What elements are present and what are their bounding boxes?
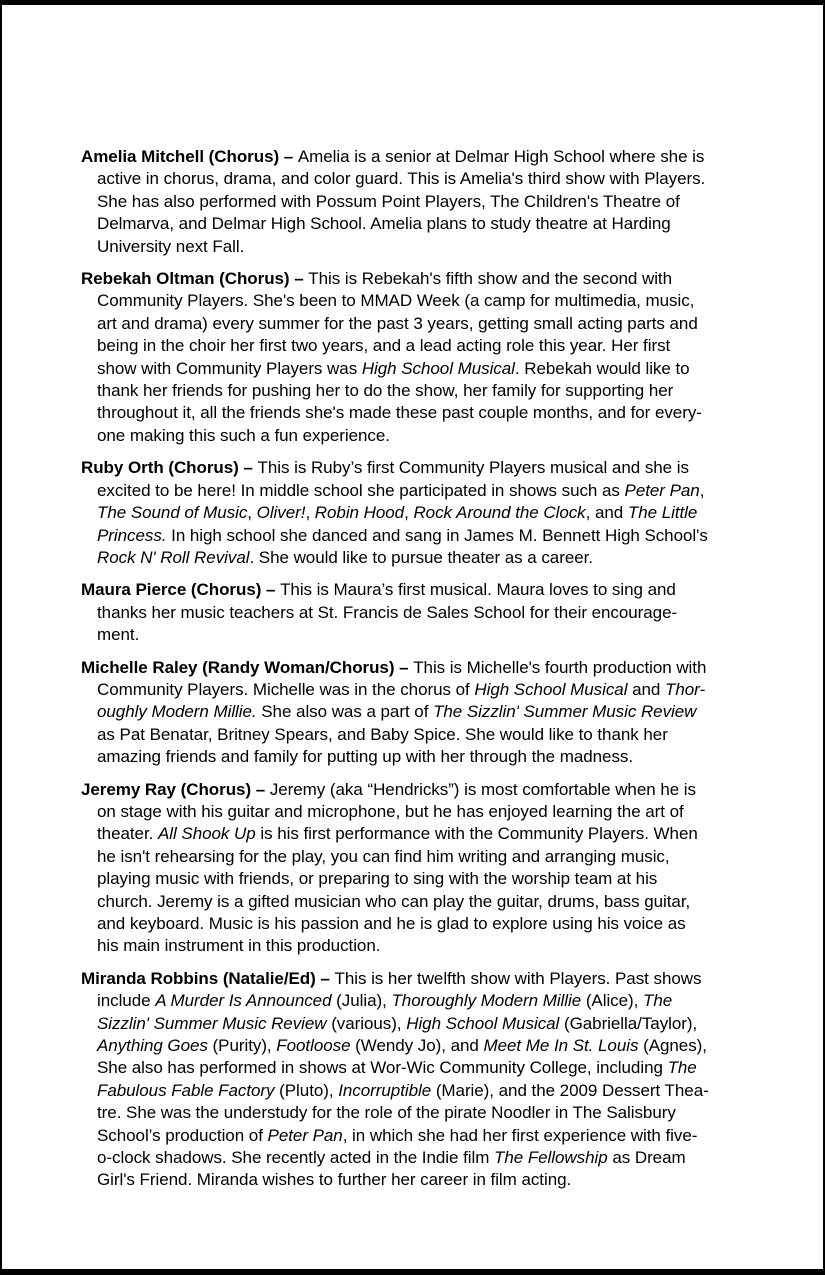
bio-heading-text: Rebekah Oltman (Chorus) – — [81, 269, 309, 289]
bio-body-text: Community Players. She's been to MMAD Week (a camp for multimedia, music, — [97, 291, 695, 311]
bio-heading-text: Amelia Mitchell (Chorus) – — [81, 147, 298, 166]
bio-body-text: show with Community Players was — [97, 358, 362, 378]
bio-heading-text: Maura Pierce (Chorus) – — [81, 580, 281, 600]
bio-paragraph-maura-pierce — [81, 579, 787, 646]
bio-body-text: and keyboard. Music is his passion and he is glad to explore using his voice as — [97, 914, 686, 933]
show-title-text: The Fellowship — [494, 1148, 608, 1168]
bio-line — [97, 1013, 787, 1035]
bio-body-text: She also has performed in shows at Wor-Wic Community College, including — [97, 1058, 668, 1078]
bio-body-text: throughout it, all the friends she's made these past couple months, and for every- — [97, 403, 702, 423]
bio-line — [81, 968, 787, 990]
show-title-text: Oliver! — [256, 503, 306, 523]
bio-line — [81, 657, 787, 679]
show-title-text: Fabulous Fable Factory — [97, 1080, 275, 1100]
bio-line — [97, 823, 787, 845]
bio-body-text: , — [247, 503, 257, 523]
bio-body-text: as Pat Benatar, Britney Spears, and Baby Spice. She would like to thank her — [97, 724, 668, 744]
show-title-text: Meet Me In St. Louis — [483, 1036, 639, 1056]
bio-body-text: Delmarva, and Delmar High School. Amelia plans to study theatre at Harding — [97, 214, 671, 234]
show-title-text: The Sound of Music — [97, 503, 248, 523]
bio-line — [97, 1147, 787, 1169]
bio-body-text: This is her twelfth show with Players. Past shows — [334, 968, 702, 988]
bio-body-text: , — [305, 503, 315, 523]
bio-body-text: This is Rebekah's fifth show and the second with — [308, 269, 673, 289]
page-border-top — [0, 0, 825, 5]
bio-body-text: This is Michelle's fourth production with — [413, 657, 707, 677]
show-title-text: Thor- — [665, 679, 706, 699]
bio-body-text: . She would like to pursue theater as a career. — [249, 547, 593, 567]
bio-line — [81, 146, 787, 168]
show-title-text: Anything Goes — [97, 1036, 208, 1056]
bio-paragraph-jeremy-ray — [81, 779, 787, 958]
bio-heading-text: Michelle Raley (Randy Woman/Chorus) – — [81, 657, 414, 677]
bio-line — [97, 380, 787, 402]
bio-body-text: art and drama) every summer for the past 3 years, getting small acting parts and — [97, 313, 698, 333]
bio-line — [97, 990, 787, 1012]
bio-body-text: amazing friends and family for putting up with her through the madness. — [97, 747, 634, 767]
bio-line — [97, 746, 787, 768]
bio-body-text: (Purity), — [207, 1036, 277, 1056]
bio-body-text: University next Fall. — [97, 236, 245, 256]
bio-body-text: thank her friends for pushing her to do the show, her family for supporting her — [97, 381, 674, 401]
bio-body-text: This is Ruby’s first Community Players musical and she is — [257, 458, 689, 478]
bio-body-text: (Marie), and the 2009 Dessert Thea- — [431, 1080, 709, 1100]
bio-line — [97, 425, 787, 447]
bio-body-text: his main instrument in this production. — [97, 936, 381, 956]
bio-line — [97, 724, 787, 746]
bio-body-text: (Gabriella/Taylor), — [559, 1013, 698, 1033]
bio-line — [97, 624, 787, 646]
bio-line — [97, 547, 787, 569]
bio-body-text: theater. — [97, 824, 158, 844]
bio-body-text: excited to be here! In middle school she participated in shows such as — [97, 480, 625, 500]
bio-line — [81, 457, 787, 479]
bio-body-text: Amelia is a senior at Delmar High School where she is — [297, 147, 705, 166]
bio-line — [97, 1057, 787, 1079]
bio-line — [81, 268, 787, 290]
show-title-text: Princess. — [97, 525, 167, 545]
bio-body-text: , and — [585, 503, 628, 523]
bio-line — [81, 579, 787, 601]
bio-body-text: She has also performed with Possum Point Players, The Children's Theatre of — [97, 191, 680, 211]
bio-line — [97, 891, 787, 913]
bio-line — [97, 602, 787, 624]
bio-body-text: , — [699, 480, 705, 500]
show-title-text: oughly Modern Millie. — [97, 702, 257, 722]
bio-body-text: on stage with his guitar and microphone, but he has enjoyed learning the art of — [97, 801, 684, 821]
bio-paragraph-rebekah-oltman — [81, 268, 787, 447]
bio-paragraph-michelle-raley — [81, 657, 787, 769]
bio-body-text: (Wendy Jo), and — [350, 1036, 484, 1056]
bio-body-text: as Dream — [607, 1148, 686, 1168]
bio-body-text: he isn't rehearsing for the play, you can find him writing and arranging music, — [97, 846, 670, 866]
bio-paragraph-amelia-mitchell — [81, 146, 787, 258]
bio-line — [97, 213, 787, 235]
bio-body-text: o-clock shadows. She recently acted in the Indie film — [97, 1148, 494, 1168]
bio-body-text: tre. She was the understudy for the role of the pirate Noodler in The Salisbury — [97, 1103, 676, 1123]
show-title-text: The Sizzlin' Summer Music Review — [433, 702, 697, 722]
bio-body-text: She also was a part of — [256, 702, 434, 722]
show-title-text: A Murder Is Announced — [155, 991, 332, 1011]
bio-line — [97, 801, 787, 823]
bio-line — [97, 358, 787, 380]
bio-body-text: (Julia), — [331, 991, 392, 1011]
bio-line — [97, 1169, 787, 1191]
bio-line — [97, 313, 787, 335]
bio-body-text: include — [97, 991, 156, 1011]
show-title-text: Peter Pan — [267, 1125, 343, 1145]
bio-body-text: In high school she danced and sang in James M. Bennett High School's — [166, 525, 708, 545]
bio-body-text: , in which she had her first experience with five- — [342, 1125, 698, 1145]
bio-body-text: (various), — [326, 1013, 407, 1033]
bio-line — [97, 290, 787, 312]
bio-heading-text: Jeremy Ray (Chorus) – — [81, 779, 270, 799]
bio-line — [81, 779, 787, 801]
bio-body-text: (Pluto), — [274, 1080, 339, 1100]
bio-body-text: School’s production of — [97, 1125, 268, 1145]
bio-line — [97, 913, 787, 935]
bio-body-text: church. Jeremy is a gifted musician who can play the guitar, drums, bass guitar, — [97, 891, 691, 911]
bio-body-text: Jeremy (aka “Hendricks”) is most comfortable when he is — [269, 779, 696, 799]
bio-body-text: active in chorus, drama, and color guard. This is Amelia's third show with Players. — [97, 169, 706, 189]
bio-body-text: Girl's Friend. Miranda wishes to further her career in film acting. — [97, 1170, 572, 1190]
bio-line — [97, 1102, 787, 1124]
bio-body-text: thanks her music teachers at St. Francis de Sales School for their encourage- — [97, 602, 678, 622]
show-title-text: Incorruptible — [338, 1080, 432, 1100]
bio-line — [97, 701, 787, 723]
bio-line — [97, 335, 787, 357]
bio-heading-text: Miranda Robbins (Natalie/Ed) – — [81, 968, 335, 988]
show-title-text: Peter Pan — [624, 480, 700, 500]
bio-body-text: (Agnes), — [638, 1036, 707, 1056]
bio-line — [97, 1125, 787, 1147]
show-title-text: High School Musical — [474, 679, 628, 699]
bio-line — [97, 525, 787, 547]
bio-body-text: ment. — [97, 625, 140, 645]
bio-paragraph-ruby-orth — [81, 457, 787, 569]
bio-line — [97, 679, 787, 701]
bio-line — [97, 480, 787, 502]
bio-body-text: Community Players. Michelle was in the chorus of — [97, 679, 475, 699]
page-border-bottom — [0, 1269, 825, 1275]
bio-line — [97, 868, 787, 890]
show-title-text: The — [642, 991, 673, 1011]
bio-body-text: one making this such a fun experience. — [97, 425, 390, 445]
bio-paragraph-miranda-robbins — [81, 968, 787, 1192]
bio-line — [97, 168, 787, 190]
show-title-text: Sizzlin' Summer Music Review — [97, 1013, 327, 1033]
bio-body-text: This is Maura’s first musical. Maura loves to sing and — [280, 580, 676, 600]
show-title-text: Footloose — [276, 1036, 351, 1056]
show-title-text: Rock Around the Clock — [413, 503, 586, 523]
show-title-text: Rock N' Roll Revival — [97, 547, 250, 567]
bio-body-text: is his first performance with the Community Players. When — [255, 824, 698, 844]
show-title-text: Robin Hood — [314, 503, 405, 523]
bio-body-text: playing music with friends, or preparing to sing with the worship team at his — [97, 869, 658, 889]
show-title-text: All Shook Up — [157, 824, 256, 844]
bio-line — [97, 502, 787, 524]
bio-body-text: and — [627, 679, 666, 699]
show-title-text: High School Musical — [406, 1013, 560, 1033]
bio-line — [97, 1080, 787, 1102]
show-title-text: The — [667, 1058, 697, 1078]
bio-heading-text: Ruby Orth (Chorus) – — [81, 458, 258, 478]
bio-line — [97, 191, 787, 213]
bio-line — [97, 402, 787, 424]
bio-line — [97, 935, 787, 957]
show-title-text: High School Musical — [361, 358, 515, 378]
bio-body-text: (Alice), — [581, 991, 643, 1011]
bio-line — [97, 1035, 787, 1057]
show-title-text: The Little — [627, 503, 698, 523]
bio-body-text: . Rebekah would like to — [514, 358, 690, 378]
bio-line — [97, 236, 787, 258]
cast-bios-list — [81, 146, 787, 1202]
bio-body-text: , — [404, 503, 414, 523]
show-title-text: Thoroughly Modern Millie — [391, 991, 582, 1011]
page-border-left — [0, 0, 2, 1275]
bio-body-text: being in the choir her first two years, and a lead acting role this year. Her first — [97, 336, 671, 356]
bio-line — [97, 846, 787, 868]
